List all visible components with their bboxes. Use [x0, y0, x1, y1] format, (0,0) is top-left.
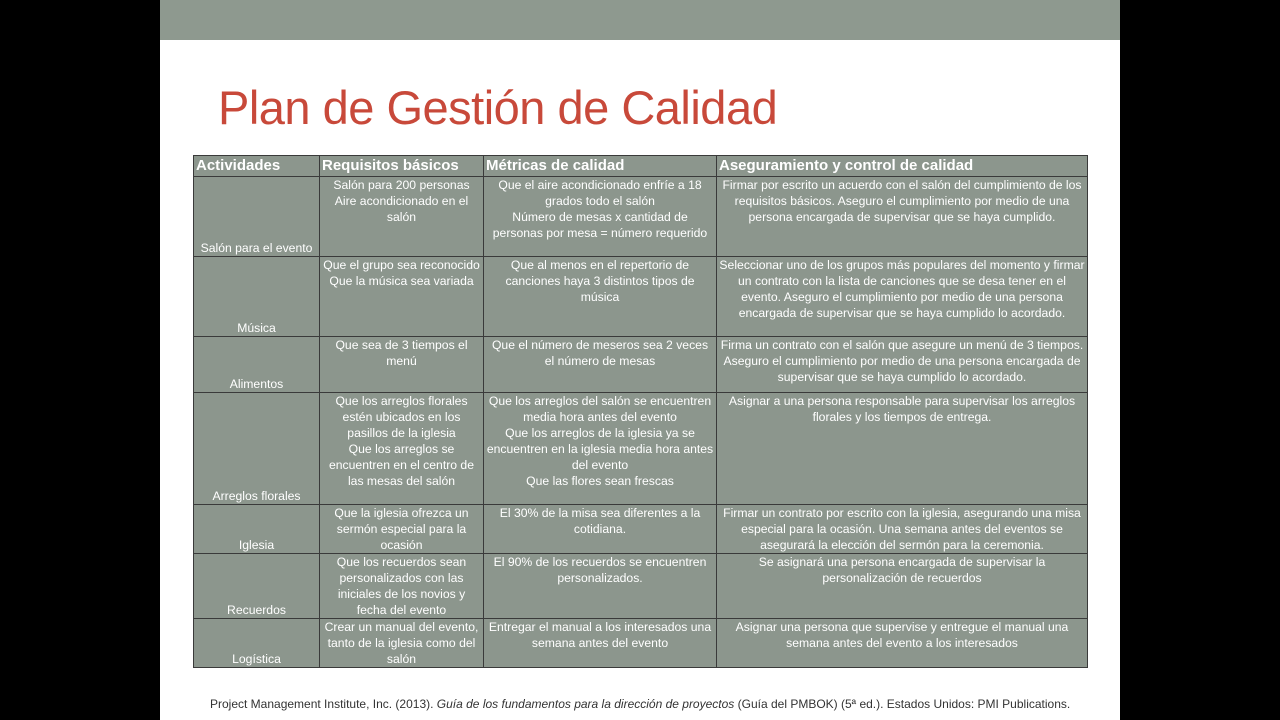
cell-metricas-line: Que las flores sean frescas [526, 474, 674, 488]
table-row [194, 505, 1088, 554]
citation-publisher: (Guía del PMBOK) (5ª ed.). Estados Unidos: PMI Publications. [734, 697, 1071, 711]
header-requisitos: Requisitos básicos [320, 156, 484, 177]
slide-top-bar [160, 0, 1120, 40]
slide [160, 0, 1120, 720]
cell-requisitos [320, 337, 484, 393]
cell-aseguramiento [717, 337, 1088, 393]
cell-requisitos-line: Que los arreglos florales estén ubicados en los pasillos de la iglesia [335, 394, 468, 440]
cell-aseguramiento [717, 393, 1088, 505]
cell-requisitos-line: Que el grupo sea reconocido [323, 258, 480, 272]
cell-requisitos-line: Salón para 200 personas [333, 178, 470, 192]
cell-aseguramiento [717, 505, 1088, 554]
cell-aseguramiento-line: Firmar un contrato por escrito con la iglesia, asegurando una misa especial para la ocasión. Una semana antes del eventos se asegurará la elección del sermón para la ceremonia. [723, 506, 1081, 552]
cell-aseguramiento [717, 619, 1088, 668]
cell-actividad-line: Iglesia [238, 538, 275, 552]
cell-metricas-line: El 90% de los recuerdos se encuentren personalizados. [493, 555, 707, 585]
cell-metricas-line: Que al menos en el repertorio de canciones haya 3 distintos tipos de música [505, 258, 695, 304]
cell-metricas [484, 505, 717, 554]
cell-aseguramiento-line: Seleccionar uno de los grupos más populares del momento y firmar un contrato con la lista de canciones que se desa tener en el evento. Aseguro el cumplimiento por medio de una persona encargada de supervisar que se haya cumplido lo acordado. [719, 258, 1085, 320]
cell-actividad [194, 554, 320, 619]
cell-requisitos-line: Que la música sea variada [329, 274, 474, 288]
header-metricas: Métricas de calidad [484, 156, 717, 177]
cell-metricas [484, 337, 717, 393]
footer-citation [210, 697, 1070, 711]
quality-plan-table [193, 155, 1088, 668]
cell-metricas-line: El 30% de la misa sea diferentes a la cotidiana. [499, 506, 701, 536]
cell-metricas [484, 554, 717, 619]
cell-actividad [194, 177, 320, 257]
cell-metricas [484, 393, 717, 505]
cell-aseguramiento-line: Firma un contrato con el salón que asegure un menú de 3 tiempos. Aseguro el cumplimiento por medio de una persona encargada de supervisar que se haya cumplido lo acordado. [720, 338, 1084, 384]
cell-metricas-line: Número de mesas x cantidad de personas por mesa = número requerido [492, 210, 708, 240]
cell-requisitos [320, 554, 484, 619]
citation-text: Project Management Institute, Inc. (2013). [210, 697, 437, 711]
table-row [194, 177, 1088, 257]
cell-aseguramiento-line: Asignar a una persona responsable para supervisar los arreglos florales y los tiempos de entrega. [728, 394, 1076, 424]
header-aseguramiento: Aseguramiento y control de calidad [717, 156, 1088, 177]
cell-actividad [194, 505, 320, 554]
cell-actividad-line: Salón para el evento [200, 241, 313, 255]
slide-title: Plan de Gestión de Calidad [218, 81, 778, 134]
cell-metricas-line: Que los arreglos del salón se encuentren media hora antes del evento [488, 394, 712, 424]
table-row [194, 619, 1088, 668]
cell-requisitos [320, 177, 484, 257]
cell-metricas-line: Que el número de meseros sea 2 veces el número de mesas [491, 338, 709, 368]
cell-actividad-line: Arreglos florales [212, 489, 301, 503]
cell-requisitos-line: Aire acondicionado en el salón [334, 194, 469, 224]
cell-aseguramiento [717, 554, 1088, 619]
cell-requisitos [320, 505, 484, 554]
table-row [194, 337, 1088, 393]
cell-aseguramiento-line: Firmar por escrito un acuerdo con el salón del cumplimiento de los requisitos básicos. Aseguro el cumplimiento por medio de una persona encargada de supervisar que se haya cumplido. [722, 178, 1082, 224]
cell-actividad [194, 619, 320, 668]
table-row [194, 554, 1088, 619]
cell-aseguramiento-line: Se asignará una persona encargada de supervisar la personalización de recuerdos [758, 555, 1046, 585]
cell-aseguramiento [717, 177, 1088, 257]
cell-actividad-line: Música [237, 321, 276, 335]
header-actividades: Actividades [194, 156, 320, 177]
cell-requisitos-line: Que sea de 3 tiempos el menú [335, 338, 468, 368]
cell-requisitos [320, 619, 484, 668]
cell-actividad [194, 257, 320, 337]
cell-metricas-line: Que el aire acondicionado enfríe a 18 grados todo el salón [498, 178, 702, 208]
table-row [194, 393, 1088, 505]
cell-metricas [484, 619, 717, 668]
citation-book-title: Guía de los fundamentos para la dirección de proyectos [436, 697, 735, 711]
cell-requisitos [320, 393, 484, 505]
table-body [194, 177, 1088, 668]
cell-metricas [484, 257, 717, 337]
cell-metricas-line: Entregar el manual a los interesados una semana antes del evento [488, 620, 712, 650]
cell-aseguramiento [717, 257, 1088, 337]
cell-requisitos [320, 257, 484, 337]
cell-actividad-line: Recuerdos [227, 603, 286, 617]
cell-aseguramiento-line: Asignar una persona que supervise y entregue el manual una semana antes del evento a los interesados [735, 620, 1069, 650]
cell-actividad [194, 393, 320, 505]
cell-requisitos-line: Que los arreglos se encuentren en el centro de las mesas del salón [328, 442, 474, 488]
cell-requisitos-line: Que la iglesia ofrezca un sermón especial para la ocasión [334, 506, 469, 552]
table-header-row [194, 156, 1088, 177]
cell-metricas [484, 177, 717, 257]
cell-requisitos-line: Que los recuerdos sean personalizados con las iniciales de los novios y fecha del evento [336, 555, 467, 617]
cell-actividad-line: Alimentos [229, 377, 284, 391]
cell-metricas-line: Que los arreglos de la iglesia ya se encuentren en la iglesia media hora antes del evento [486, 426, 714, 472]
cell-actividad-line: Logística [232, 652, 281, 666]
table-row [194, 257, 1088, 337]
cell-requisitos-line: Crear un manual del evento, tanto de la iglesia como del salón [324, 620, 479, 666]
cell-actividad [194, 337, 320, 393]
